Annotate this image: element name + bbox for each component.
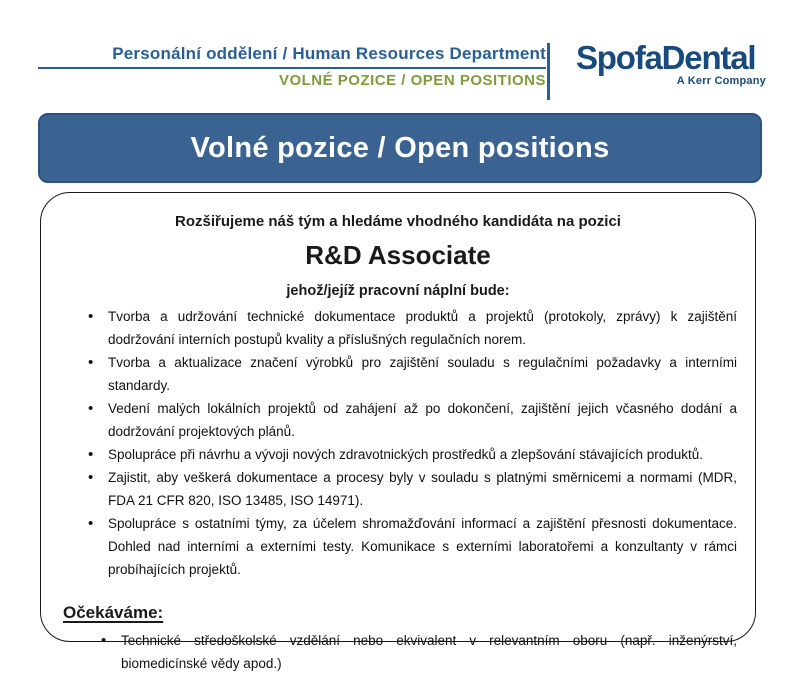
company-logo [576, 40, 766, 87]
page-banner [38, 113, 762, 183]
duty-item: • Vedení malých lokálních projektů od zahájení až po dokončení, zajištění jejich včasného dodání a dodržování projektových plánů. [86, 397, 737, 443]
logo-tagline: A Kerr Company [676, 75, 766, 88]
duties-heading: jehož/jejíž pracovní náplní bude: [286, 283, 510, 299]
expectation-item: • Technické středoškolské vzdělání nebo ekvivalent v relevantním oboru (např. inženýrství, biomedicínské vědy apod.) [99, 629, 737, 675]
open-positions-subtitle: VOLNÉ POZICE / OPEN POSITIONS [278, 72, 546, 89]
duty-item: • Tvorba a aktualizace značení výrobků pro zajištění souladu s regulačními požadavky a interními standardy. [86, 351, 737, 397]
expectations-list [41, 629, 755, 675]
header-divider-bar [547, 43, 550, 100]
posting-intro: Rozšiřujeme náš tým a hledáme vhodného kandidáta na pozici [175, 213, 621, 230]
duties-list [41, 305, 755, 581]
duty-item: • Zajistit, aby veškerá dokumentace a procesy byly v souladu s platnými směrnicemi a normami (MDR, FDA 21 CFR 820, ISO 13485, ISO 14971). [86, 466, 737, 512]
duty-item: • Tvorba a udržování technické dokumentace produktů a projektů (protokoly, zprávy) k zajištění dodržování interních postupů kvality a příslušných regulačních norem. [86, 305, 737, 351]
expectations-heading: Očekáváme: [63, 603, 164, 622]
duty-item: • Spolupráce s ostatními týmy, za účelem shromažďování informací a zajištění přesnosti dokumentace. Dohled nad interními a externími testy. Komunikace s externími laboratořemi a konzultanty v rámci probíhajících projektů. [86, 512, 737, 581]
position-title: R&D Associate [305, 240, 491, 270]
department-title: Personální oddělení / Human Resources Department [38, 44, 546, 69]
job-posting-box [40, 192, 756, 671]
duty-item: • Spolupráce při návrhu a vývoji nových zdravotnických prostředků a zlepšování stávajících produktů. [86, 443, 737, 466]
logo-wordmark: SpofaDental [576, 39, 756, 76]
banner-title: Volné pozice / Open positions [190, 131, 610, 164]
header [38, 44, 546, 89]
